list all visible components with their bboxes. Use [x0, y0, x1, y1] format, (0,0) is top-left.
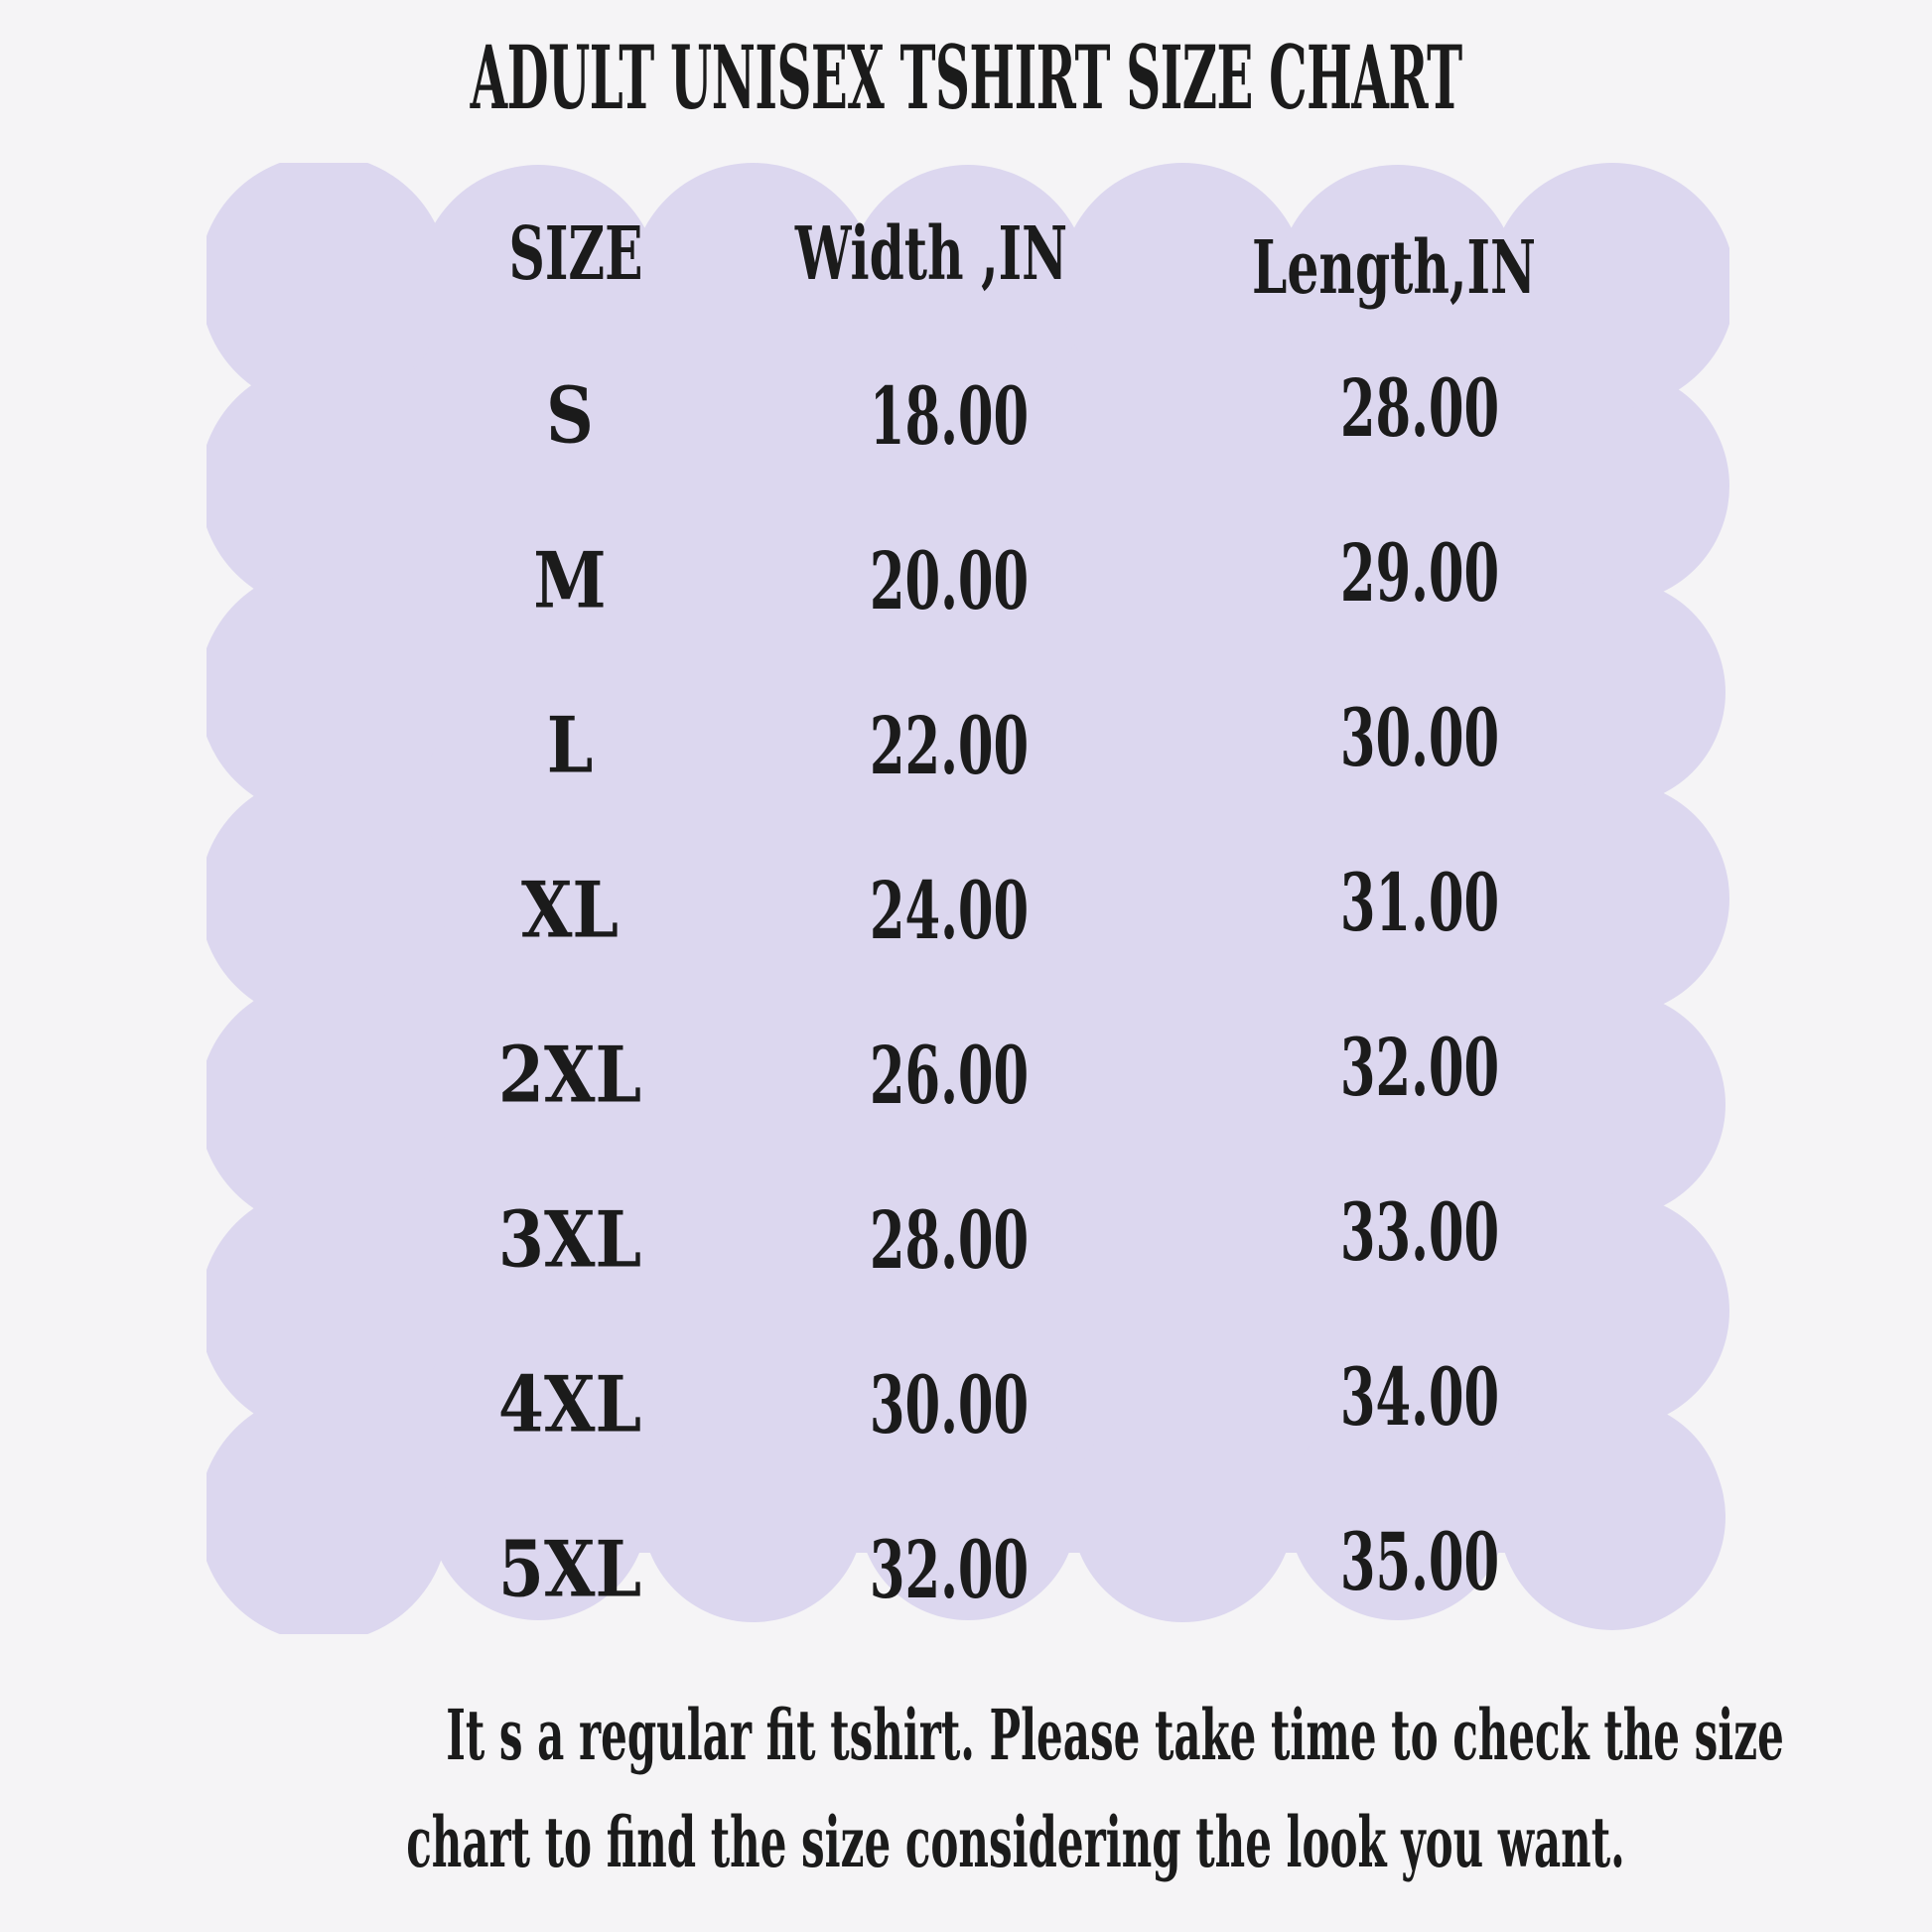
cell-length: 28.00 [1339, 361, 1500, 455]
cell-width: 26.00 [869, 1029, 1030, 1122]
cell-length: 32.00 [1339, 1021, 1500, 1114]
header-width: Width ,IN [794, 211, 1068, 297]
table-row [207, 993, 1729, 1158]
footer-note-line2: chart to find the size considering the look you want. [406, 1801, 1625, 1883]
cell-width: 24.00 [869, 864, 1030, 957]
cell-size: L [546, 700, 594, 791]
page-title-text: ADULT UNISEX TSHIRT SIZE CHART [470, 26, 1462, 129]
header-length: Length,IN [1251, 225, 1537, 311]
cell-width: 22.00 [869, 699, 1030, 792]
table-row [207, 334, 1729, 498]
table-row [207, 498, 1729, 663]
cell-size: S [546, 370, 594, 462]
size-chart-panel [207, 163, 1729, 1634]
cell-width: 20.00 [869, 534, 1030, 627]
cell-length: 33.00 [1339, 1185, 1500, 1279]
table-row [207, 828, 1729, 993]
cell-width: 28.00 [869, 1193, 1030, 1287]
cell-width: 18.00 [869, 369, 1030, 463]
table-row [207, 1487, 1729, 1652]
cell-width: 32.00 [869, 1523, 1030, 1616]
cell-size: M [533, 535, 607, 626]
page-title [0, 28, 1932, 127]
cell-size: 2XL [497, 1030, 642, 1121]
cell-length: 30.00 [1339, 691, 1500, 784]
table-row [207, 663, 1729, 828]
header-row [207, 177, 1729, 332]
cell-length: 34.00 [1339, 1350, 1500, 1444]
cell-size: 5XL [497, 1524, 642, 1615]
cell-size: 3XL [497, 1194, 642, 1286]
size-table [207, 163, 1729, 1634]
cell-length: 31.00 [1339, 856, 1500, 949]
cell-size: XL [520, 865, 620, 956]
table-row [207, 1158, 1729, 1322]
cell-width: 30.00 [869, 1358, 1030, 1451]
cell-length: 29.00 [1339, 526, 1500, 620]
table-row [207, 1322, 1729, 1487]
header-size: SIZE [508, 211, 643, 297]
cell-length: 35.00 [1339, 1515, 1500, 1608]
cell-size: 4XL [497, 1359, 642, 1450]
footer-note-line1: It s a regular fit tshirt. Please take time to check the size [446, 1694, 1784, 1776]
